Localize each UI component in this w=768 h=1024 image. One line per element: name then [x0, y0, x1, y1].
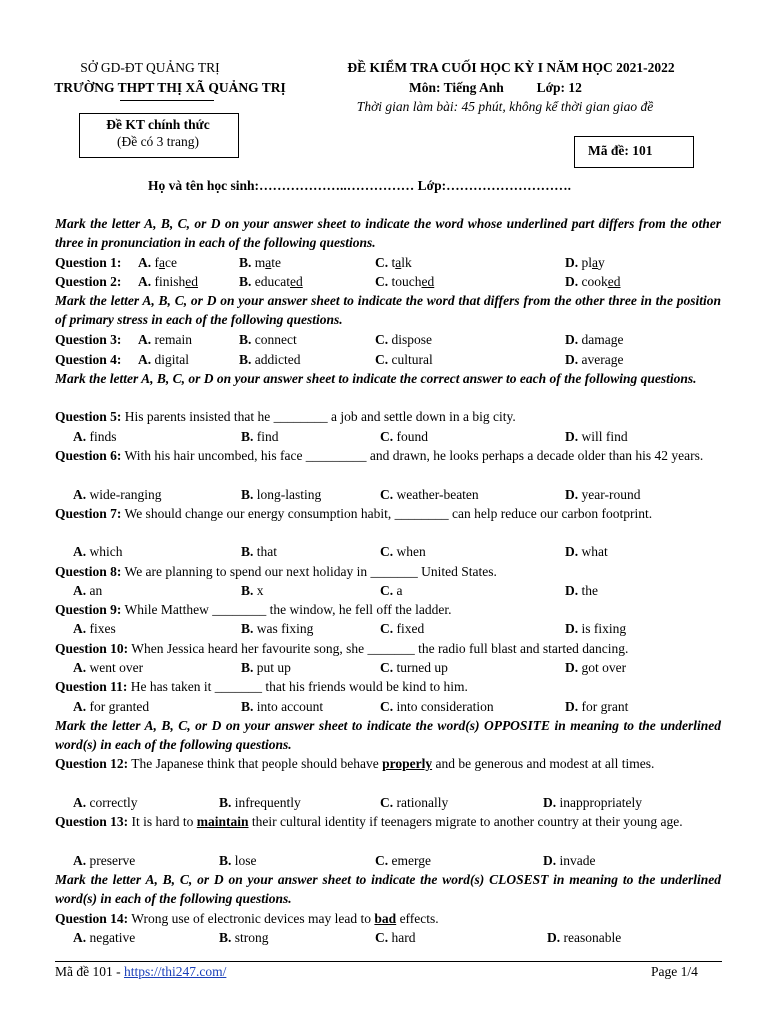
school-underline [120, 100, 214, 101]
q13-option-d[interactable]: D. invade [543, 853, 596, 868]
q7-option-b[interactable]: B. that [241, 544, 278, 559]
q8-option-a[interactable]: A. an [73, 583, 103, 598]
question-3 [55, 330, 723, 349]
q1-option-c[interactable]: C. talk [375, 255, 412, 270]
q6-option-d[interactable]: D. year-round [565, 487, 641, 502]
q14-option-c[interactable]: C. hard [375, 930, 416, 945]
q1-option-b[interactable]: B. mate [239, 255, 282, 270]
q2-option-c[interactable]: C. touched [375, 274, 435, 289]
q12-option-d[interactable]: D. inappropriately [543, 795, 642, 810]
school-name: TRƯỜNG THPT THỊ XÃ QUẢNG TRỊ [54, 80, 286, 95]
instruction-correct: Mark the letter A, B, C, or D on your answer sheet to indicate the correct answer to each of the following questions. [55, 371, 697, 386]
exam-title: ĐỀ KIỂM TRA CUỐI HỌC KỲ I NĂM HỌC 2021-2022 [347, 60, 675, 75]
department-name: SỞ GD-ĐT QUẢNG TRỊ [80, 60, 220, 75]
q5-option-d[interactable]: D. will find [565, 429, 628, 444]
q1-option-d[interactable]: D. play [565, 255, 605, 270]
q6-option-c[interactable]: C. weather-beaten [380, 487, 479, 502]
q3-option-b[interactable]: B. connect [239, 332, 297, 347]
student-name-label: Họ và tên học sinh: [148, 178, 260, 193]
exam-code [588, 143, 653, 159]
question-8: Question 8: We are planning to spend our next holiday in _______ United States. [55, 564, 497, 579]
class-value: 12 [568, 80, 582, 95]
question-14: Question 14: Wrong use of electronic devices may lead to bad effects. [55, 911, 439, 926]
q11-option-a[interactable]: A. for granted [73, 699, 150, 714]
underlined-word: maintain [196, 814, 249, 829]
footer-code [55, 964, 226, 980]
question-label: Question 4: [55, 352, 122, 367]
instruction-opposite: Mark the letter A, B, C, or D on your answer sheet to indicate the word(s) OPPOSITE in meaning to the underlined word(s) in each of the following questions. [55, 718, 721, 753]
q11-option-b[interactable]: B. into account [241, 699, 324, 714]
q13-option-a[interactable]: A. preserve [73, 853, 136, 868]
q13-option-b[interactable]: B. lose [219, 853, 257, 868]
q4-option-b[interactable]: B. addicted [239, 352, 301, 367]
q5-option-b[interactable]: B. find [241, 429, 279, 444]
question-10: Question 10: When Jessica heard her favourite song, she _______ the radio full blast and started dancing. [55, 641, 629, 656]
student-name-field[interactable]: ………………..…………… [259, 178, 415, 193]
question-6: Question 6: With his hair uncombed, his face _________ and drawn, he looks perhaps a decade older than his 42 years. [55, 448, 704, 463]
q5-option-c[interactable]: C. found [380, 429, 428, 444]
time-note: Thời gian làm bài: 45 phút, không kể thời gian giao đề [356, 99, 654, 114]
q2-option-a[interactable]: A. finished [138, 274, 199, 289]
question-label: Question 3: [55, 332, 122, 347]
instruction-closest: Mark the letter A, B, C, or D on your answer sheet to indicate the word(s) CLOSEST in meaning to the underlined word(s) in each of the following questions. [55, 872, 721, 907]
q9-option-b[interactable]: B. was fixing [241, 621, 314, 636]
q10-option-d[interactable]: D. got over [565, 660, 627, 675]
q7-option-d[interactable]: D. what [565, 544, 608, 559]
question-4 [55, 350, 723, 369]
class-label: Lớp: [536, 80, 566, 95]
footer-code-text: Mã đề 101 - [55, 964, 121, 979]
q14-option-b[interactable]: B. strong [219, 930, 269, 945]
question-9: Question 9: While Matthew ________ the window, he fell off the ladder. [55, 602, 452, 617]
q2-option-d[interactable]: D. cooked [565, 274, 621, 289]
q14-option-d[interactable]: D. reasonable [547, 930, 622, 945]
q9-option-d[interactable]: D. is fixing [565, 621, 627, 636]
q10-option-a[interactable]: A. went over [73, 660, 144, 675]
q4-option-d[interactable]: D. average [565, 352, 624, 367]
q6-option-a[interactable]: A. wide-ranging [73, 487, 162, 502]
q12-option-b[interactable]: B. infrequently [219, 795, 301, 810]
q1-option-a[interactable]: A. face [138, 255, 177, 270]
subject: Tiếng Anh [443, 80, 504, 95]
student-info-line [148, 178, 571, 194]
q9-option-c[interactable]: C. fixed [380, 621, 425, 636]
q5-option-a[interactable]: A. finds [73, 429, 117, 444]
q3-option-d[interactable]: D. damage [565, 332, 624, 347]
q8-option-c[interactable]: C. a [380, 583, 403, 598]
q6-option-b[interactable]: B. long-lasting [241, 487, 322, 502]
question-1 [55, 253, 723, 272]
exam-code-value: 101 [632, 143, 653, 158]
question-13: Question 13: It is hard to maintain their cultural identity if teenagers migrate to another country at their young age. [55, 814, 683, 829]
class-field-label: Lớp: [417, 178, 447, 193]
q3-option-a[interactable]: A. remain [138, 332, 192, 347]
official-pages: (Đề có 3 trang) [116, 134, 200, 149]
q14-option-a[interactable]: A. negative [73, 930, 136, 945]
q7-option-c[interactable]: C. when [380, 544, 426, 559]
question-label: Question 1: [55, 255, 122, 270]
question-7: Question 7: We should change our energy consumption habit, ________ can help reduce our carbon footprint. [55, 506, 653, 521]
q4-option-c[interactable]: C. cultural [375, 352, 433, 367]
footer-rule [55, 961, 722, 962]
q10-option-b[interactable]: B. put up [241, 660, 291, 675]
footer-link[interactable]: https://thi247.com/ [123, 964, 227, 979]
q3-option-c[interactable]: C. dispose [375, 332, 432, 347]
subject-line [409, 80, 582, 96]
q2-option-b[interactable]: B. educated [239, 274, 303, 289]
instruction-stress: Mark the letter A, B, C, or D on your answer sheet to indicate the word that differs from the other three in the position of primary stress in each of the following questions. [55, 293, 721, 328]
q9-option-a[interactable]: A. fixes [73, 621, 116, 636]
q4-option-a[interactable]: A. digital [138, 352, 189, 367]
q8-option-b[interactable]: B. x [241, 583, 264, 598]
question-11: Question 11: He has taken it _______ that his friends would be kind to him. [55, 679, 468, 694]
question-5: Question 5: His parents insisted that he ________ a job and settle down in a big city. [55, 409, 516, 424]
subject-label: Môn: [409, 80, 441, 95]
q7-option-a[interactable]: A. which [73, 544, 123, 559]
underlined-word: bad [374, 911, 397, 926]
q12-option-c[interactable]: C. rationally [380, 795, 449, 810]
exam-code-label: Mã đề: [588, 143, 629, 158]
q11-option-d[interactable]: D. for grant [565, 699, 629, 714]
q13-option-c[interactable]: C. emerge [375, 853, 431, 868]
instruction-pronunciation: Mark the letter A, B, C, or D on your answer sheet to indicate the word whose underlined part differs from the other three in pronunciation in each of the following questions. [55, 216, 721, 251]
underlined-word: properly [382, 756, 433, 771]
q8-option-d[interactable]: D. the [565, 583, 598, 598]
page-number: Page 1/4 [651, 964, 698, 979]
q10-option-c[interactable]: C. turned up [380, 660, 448, 675]
question-label: Question 2: [55, 274, 122, 289]
q11-option-c[interactable]: C. into consideration [380, 699, 494, 714]
class-field[interactable]: ………………………. [446, 178, 571, 193]
question-12: Question 12: The Japanese think that people should behave properly and be generous and modest at all times. [55, 756, 655, 771]
official-title: Đề KT chính thức [106, 117, 210, 132]
q12-option-a[interactable]: A. correctly [73, 795, 138, 810]
question-2 [55, 272, 723, 291]
